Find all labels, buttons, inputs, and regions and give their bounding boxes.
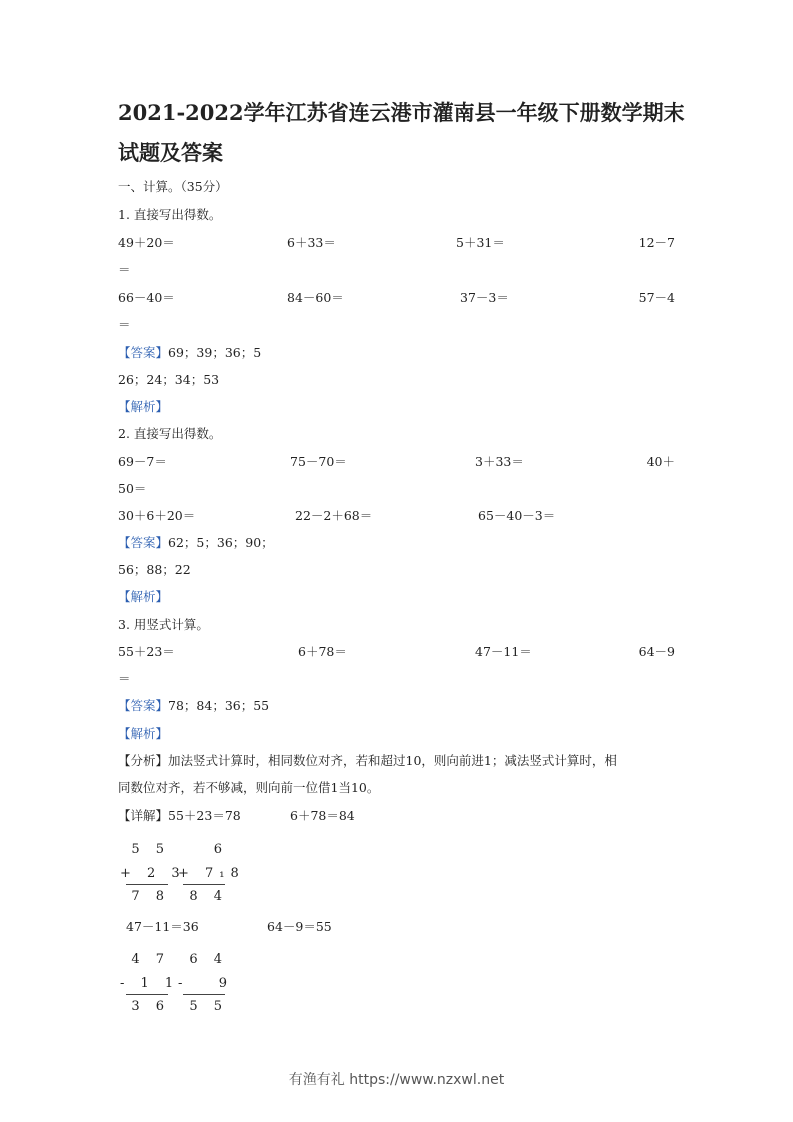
vertical-calc-line	[126, 994, 168, 995]
q3-fenxi	[118, 753, 617, 769]
vertical-calc-mid: + 2 3	[120, 866, 186, 881]
q2-item: 40＋	[646, 454, 675, 469]
vertical-calc-mid: - 1 1	[120, 976, 180, 991]
q1-item: 37－3＝	[460, 290, 509, 305]
title-line-1: 2021-2022学年江苏省连云港市灌南县一年级下册数学期末	[118, 100, 685, 125]
q2-analysis-tag: 【解析】	[118, 589, 169, 604]
equation: 55＋23＝78	[168, 808, 241, 823]
answer-tag: 【答案】	[118, 698, 169, 713]
vertical-calc-top: 6	[213, 842, 228, 857]
title-line-2: 试题及答案	[118, 140, 223, 165]
vertical-calc-top: 4 7	[131, 952, 170, 967]
vertical-calc-result: 7 8	[131, 889, 170, 904]
vertical-calc-top: 5 5	[131, 842, 170, 857]
q3-item: 55＋23＝	[118, 644, 175, 659]
q1-item: 5＋31＝	[456, 235, 505, 250]
fenxi-tag: 【分析】	[118, 753, 169, 768]
q2-item: 22－2＋68＝	[295, 508, 373, 523]
q2-item: 30＋6＋20＝	[118, 508, 196, 523]
answer-tag: 【答案】	[118, 535, 169, 550]
xiangjie-tag: 【详解】	[118, 808, 169, 823]
q1-item: 66－40＝	[118, 290, 175, 305]
q1-answer	[118, 345, 261, 361]
footer-watermark: 有渔有礼 https://www.nzxwl.net	[288, 1072, 505, 1088]
answer-tag: 【答案】	[118, 345, 169, 360]
q2-answer	[118, 535, 274, 551]
q1-item-wrap: ＝	[118, 262, 131, 277]
q2-item: 69－7＝	[118, 454, 167, 469]
q2-item: 3＋33＝	[475, 454, 524, 469]
q3-item: 47－11＝	[475, 644, 532, 659]
q2-item: 65－40－3＝	[478, 508, 556, 523]
q3-label: 3. 用竖式计算。	[118, 617, 209, 632]
q1-answer-2: 26；24；34；53	[118, 372, 220, 387]
q1-item: 49＋20＝	[118, 235, 175, 250]
q3-item: 6＋78＝	[298, 644, 347, 659]
q1-item: 6＋33＝	[287, 235, 336, 250]
vertical-calc-line	[183, 884, 225, 885]
q3-analysis-tag: 【解析】	[118, 726, 169, 741]
q2-item: 75－70＝	[290, 454, 347, 469]
vertical-calc-line	[183, 994, 225, 995]
q3-fenxi-2: 同数位对齐，若不够减，则向前一位借1当10。	[118, 780, 380, 795]
q1-analysis-tag: 【解析】	[118, 399, 169, 414]
vertical-calc-top: 6 4	[189, 952, 228, 967]
vertical-calc-line	[126, 884, 168, 885]
q2-label: 2. 直接写出得数。	[118, 426, 222, 441]
q1-item: 57－4	[638, 290, 675, 305]
vertical-calc-result: 3 6	[131, 999, 170, 1014]
q1-label: 1. 直接写出得数。	[118, 207, 222, 222]
q3-item-wrap: ＝	[118, 671, 131, 686]
answer-text: 62；5；36；90；	[168, 535, 274, 550]
section-heading: 一、计算。（35分）	[118, 179, 228, 194]
equation: 64－9＝55	[267, 919, 332, 934]
vertical-calc-mid: + 7₁8	[178, 866, 245, 881]
equation: 47－11＝36	[126, 919, 199, 934]
q2-item-wrap: 50＝	[118, 481, 147, 496]
q2-answer-2: 56；88；22	[118, 562, 191, 577]
q3-item: 64－9	[638, 644, 675, 659]
answer-text: 69；39；36；5	[168, 345, 262, 360]
q3-answer	[118, 698, 269, 714]
q1-item: 84－60＝	[287, 290, 344, 305]
q3-xiangjie	[118, 808, 241, 824]
q1-item-wrap: ＝	[118, 317, 131, 332]
vertical-calc-result: 5 5	[189, 999, 228, 1014]
fenxi-text: 加法竖式计算时，相同数位对齐，若和超过10，则向前进1；减法竖式计算时，相	[168, 753, 617, 768]
equation: 6＋78＝84	[290, 808, 355, 823]
vertical-calc-result: 8 4	[189, 889, 228, 904]
vertical-calc-mid: - 9	[178, 976, 234, 991]
answer-text: 78；84；36；55	[168, 698, 270, 713]
q1-item: 12－7	[638, 235, 675, 250]
